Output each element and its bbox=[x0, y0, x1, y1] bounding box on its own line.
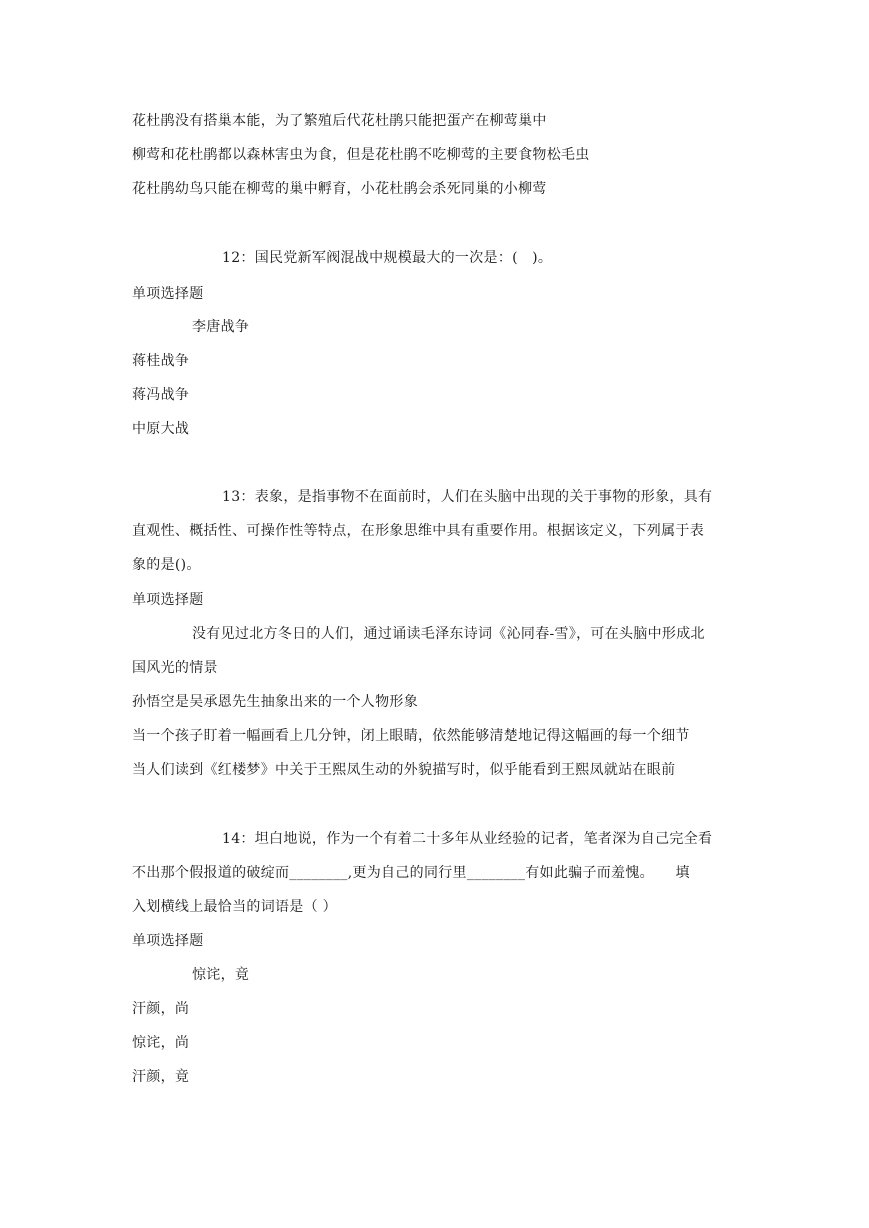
question-13-option: 国风光的情景 bbox=[132, 660, 218, 676]
question-14-stem: 不出那个假报道的破绽而________,更为自己的同行里________有如此骗子而羞愧。 填 bbox=[132, 865, 690, 881]
question-12-option: 中原大战 bbox=[132, 421, 190, 437]
question-12-stem: 12：国民党新军阀混战中规模最大的一次是：( )。 bbox=[222, 250, 553, 266]
question-13-option: 当人们读到《红楼梦》中关于王熙凤生动的外貌描写时，似乎能看到王熙凤就站在眼前 bbox=[132, 762, 676, 778]
question-14-option: 汗颜，尚 bbox=[132, 1001, 190, 1017]
question-12-type: 单项选择题 bbox=[132, 286, 204, 302]
question-13-stem: 直观性、概括性、可操作性等特点，在形象思维中具有重要作用。根据该定义，下列属于表 bbox=[132, 523, 704, 539]
question-13-stem: 象的是()。 bbox=[132, 557, 201, 573]
prev-option-line: 柳莺和花杜鹃都以森林害虫为食，但是花杜鹃不吃柳莺的主要食物松毛虫 bbox=[132, 147, 590, 163]
question-14-option: 汗颜，竟 bbox=[132, 1069, 190, 1085]
question-14-stem: 14：坦白地说，作为一个有着二十多年从业经验的记者，笔者深为自己完全看 bbox=[222, 831, 713, 847]
question-12-option: 蒋冯战争 bbox=[132, 387, 190, 403]
question-14-stem: 入划横线上最恰当的词语是（ ） bbox=[132, 899, 337, 915]
prev-option-line: 花杜鹃幼鸟只能在柳莺的巢中孵育，小花杜鹃会杀死同巢的小柳莺 bbox=[132, 181, 547, 197]
question-13-option: 孙悟空是吴承恩先生抽象出来的一个人物形象 bbox=[132, 694, 418, 710]
question-12-option: 蒋桂战争 bbox=[132, 353, 190, 369]
question-12-option: 李唐战争 bbox=[192, 319, 250, 335]
question-13-stem: 13：表象，是指事物不在面前时，人们在头脑中出现的关于事物的形象，具有 bbox=[222, 489, 713, 505]
question-13-type: 单项选择题 bbox=[132, 592, 204, 608]
question-13-option: 当一个孩子盯着一幅画看上几分钟，闭上眼睛，依然能够清楚地记得这幅画的每一个细节 bbox=[132, 728, 690, 744]
question-14-option: 惊诧，尚 bbox=[132, 1035, 190, 1051]
prev-option-line: 花杜鹃没有搭巢本能，为了繁殖后代花杜鹃只能把蛋产在柳莺巢中 bbox=[132, 113, 547, 129]
question-14-option: 惊诧，竟 bbox=[192, 967, 250, 983]
question-13-option: 没有见过北方冬日的人们，通过诵读毛泽东诗词《沁同春-雪》，可在头脑中形成北 bbox=[192, 626, 705, 642]
question-14-type: 单项选择题 bbox=[132, 933, 204, 949]
